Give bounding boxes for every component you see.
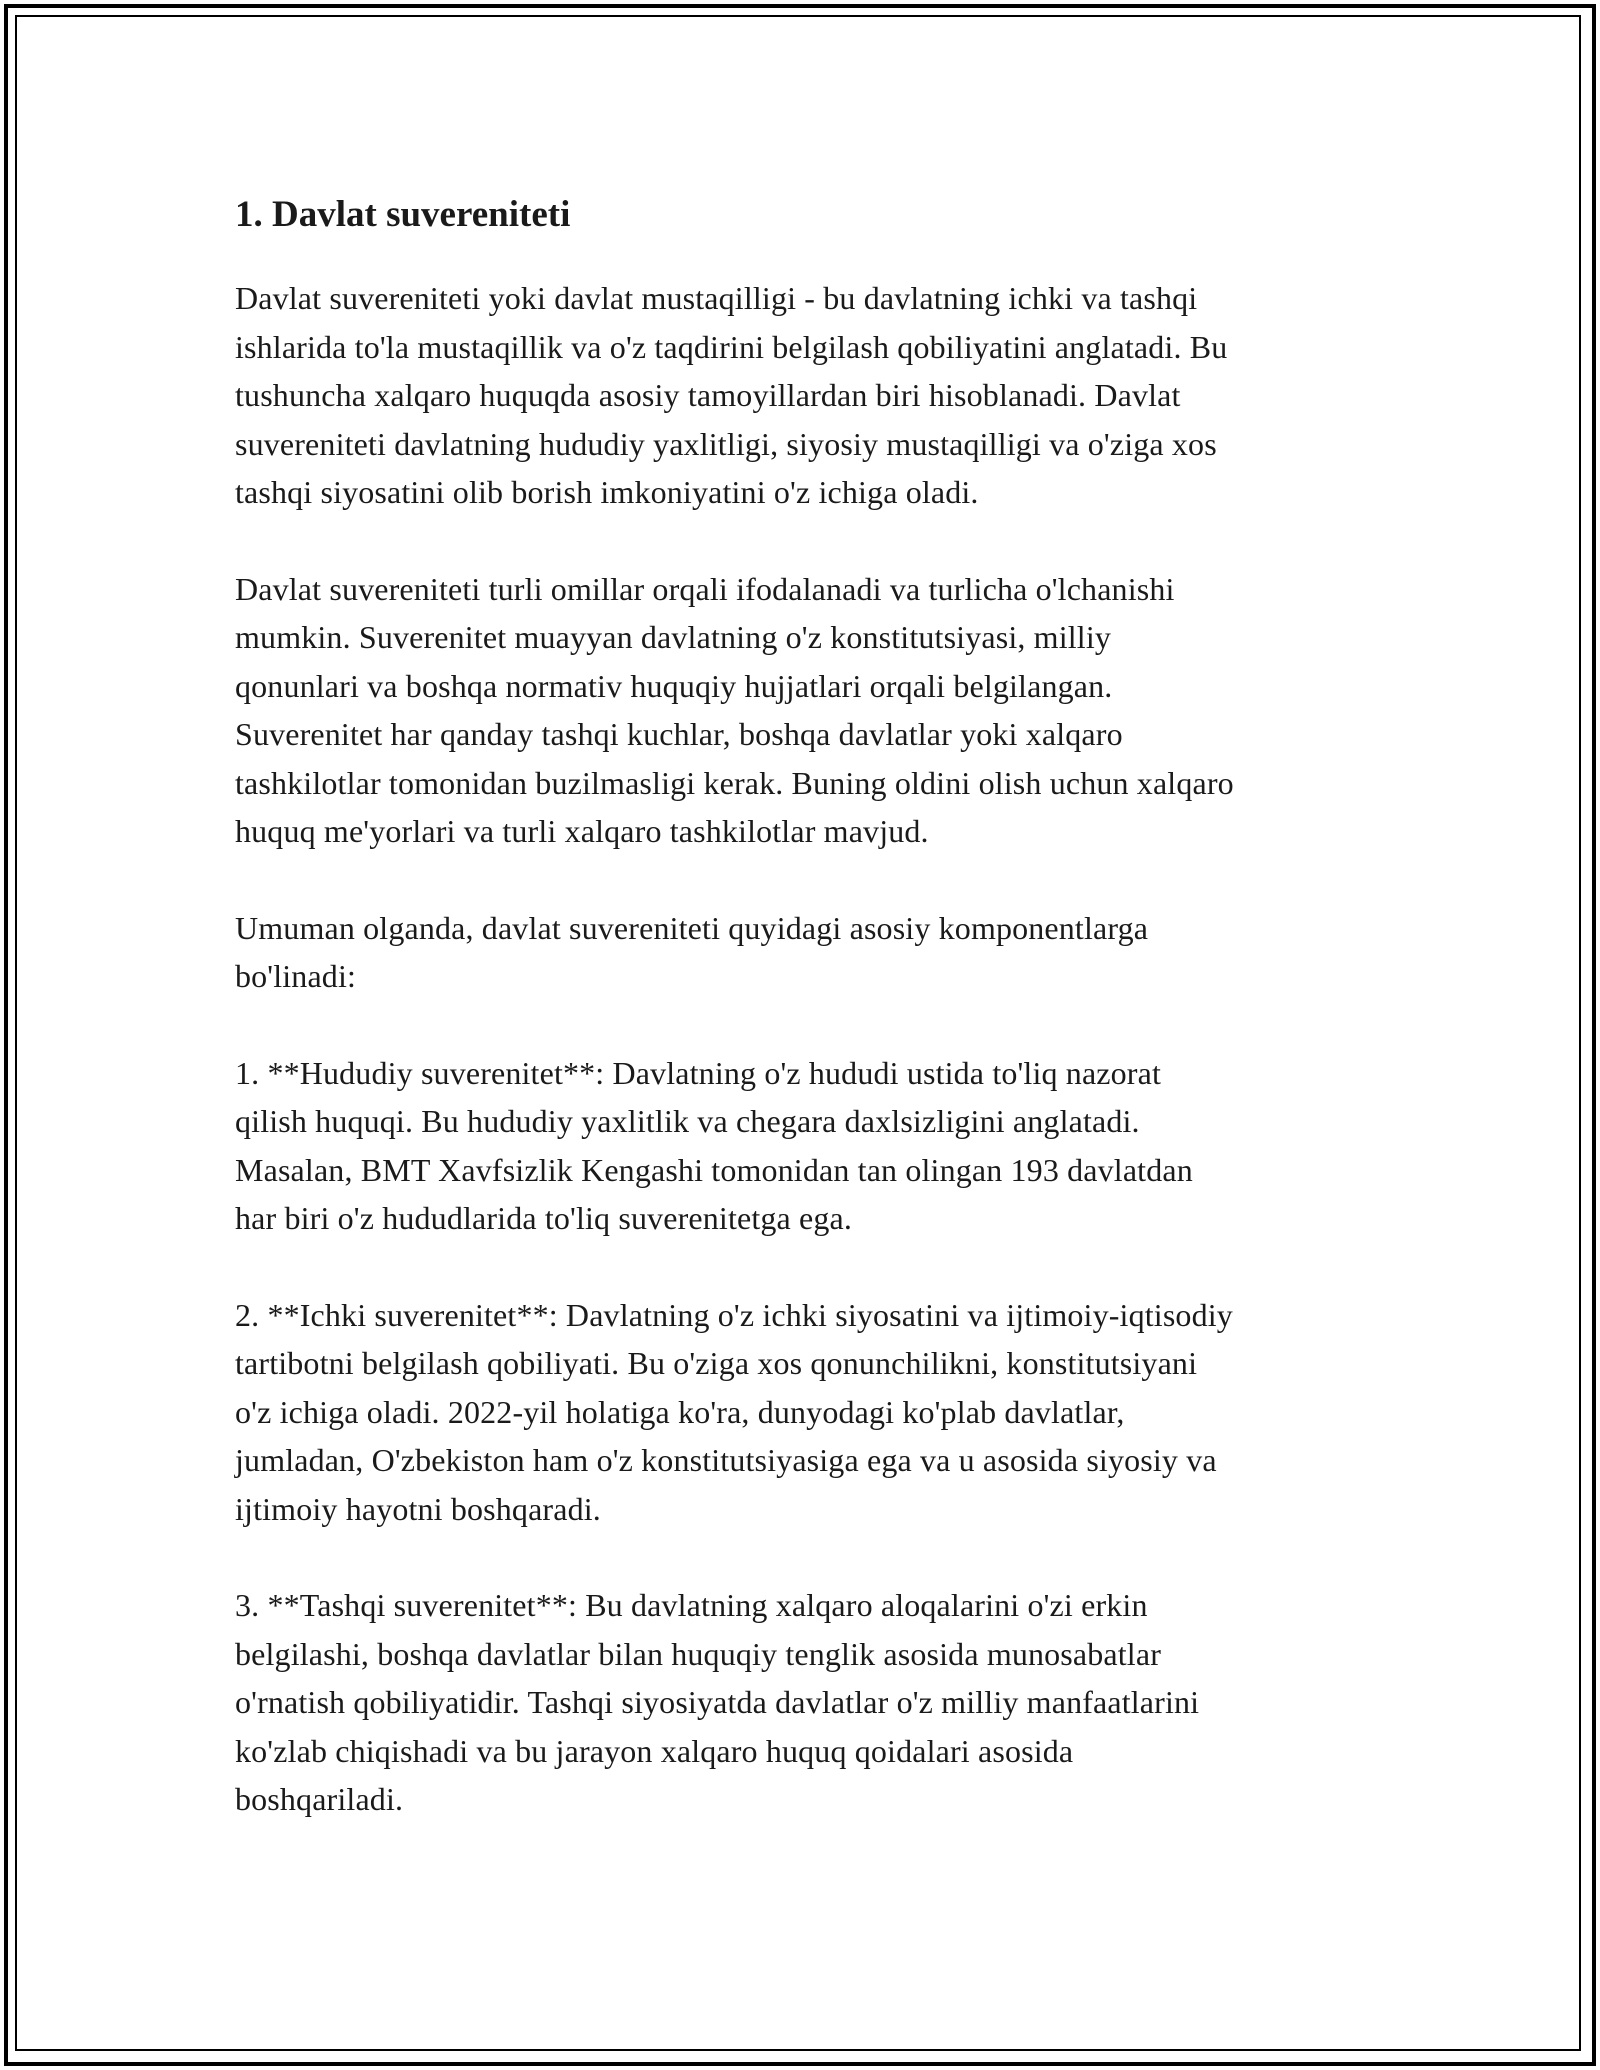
paragraph-components-intro: Umuman olganda, davlat suvereniteti quyidagi asosiy komponentlarga bo'linadi: — [235, 909, 1149, 994]
list-item-internal: 2. **Ichki suverenitet**: Davlatning o'z ichki siyosatini va ijtimoiy-iqtisodiy tartibotni belgilash qobiliyati. Bu o'ziga xos qonunchilikni, konstitutsiyani o'z ichiga oladi. 2022-yil holatiga ko'ra, dunyodagi ko'plab davlatlar, jumladan, O'zbekiston ham o'z konstitutsiyasiga ega va u asosida siyosiy va ijtimoiy hayotni boshqaradi. — [235, 1296, 1233, 1527]
list-item-external: 3. **Tashqi suverenitet**: Bu davlatning xalqaro aloqalarini o'zi erkin belgilashi, boshqa davlatlar bilan huquqiy tenglik asosida munosabatlar o'rnatish qobiliyatidir. Tashqi siyosiyatda davlatlar o'z milliy manfaatlarini ko'zlab chiqishadi va bu jarayon xalqaro huquq qoidalari asosida boshqariladi. — [235, 1587, 1200, 1817]
list-item-territorial: 1. **Hududiy suverenitet**: Davlatning o'z hududi ustida to'liq nazorat qilish huquqi. Bu hududiy yaxlitlik va chegara daxlsizligini anglatadi. Masalan, BMT Xavfsizlik Kengashi tomonidan tan olingan 193 davlatdan har biri o'z hududlarida to'liq suverenitetga ega. — [235, 1054, 1193, 1236]
paragraph-definition: Davlat suvereniteti yoki davlat mustaqilligi - bu davlatning ichki va tashqi ishlarida to'la mustaqillik va o'z taqdirini belgilash qobiliyatini anglatadi. Bu tushuncha xalqaro huquqda asosiy tamoyillardan biri hisoblanadi. Davlat suvereniteti davlatning hududiy yaxlitligi, siyosiy mustaqilligi va o'ziga xos tashqi siyosatini olib borish imkoniyatini o'z ichiga oladi. — [235, 280, 1228, 510]
section-heading: 1. Davlat suvereniteti — [235, 194, 571, 235]
document-body — [235, 180, 1385, 1872]
paragraph-expression: Davlat suvereniteti turli omillar orqali ifodalanadi va turlicha o'lchanishi mumkin. Suverenitet muayyan davlatning o'z konstitutsiyasi, milliy qonunlari va boshqa normativ huquqiy hujjatlari orqali belgilangan. Suverenitet har qanday tashqi kuchlar, boshqa davlatlar yoki xalqaro tashkilotlar tomonidan buzilmasligi kerak. Buning oldini olish uchun xalqaro huquq me'yorlari va turli xalqaro tashkilotlar mavjud. — [235, 570, 1234, 849]
